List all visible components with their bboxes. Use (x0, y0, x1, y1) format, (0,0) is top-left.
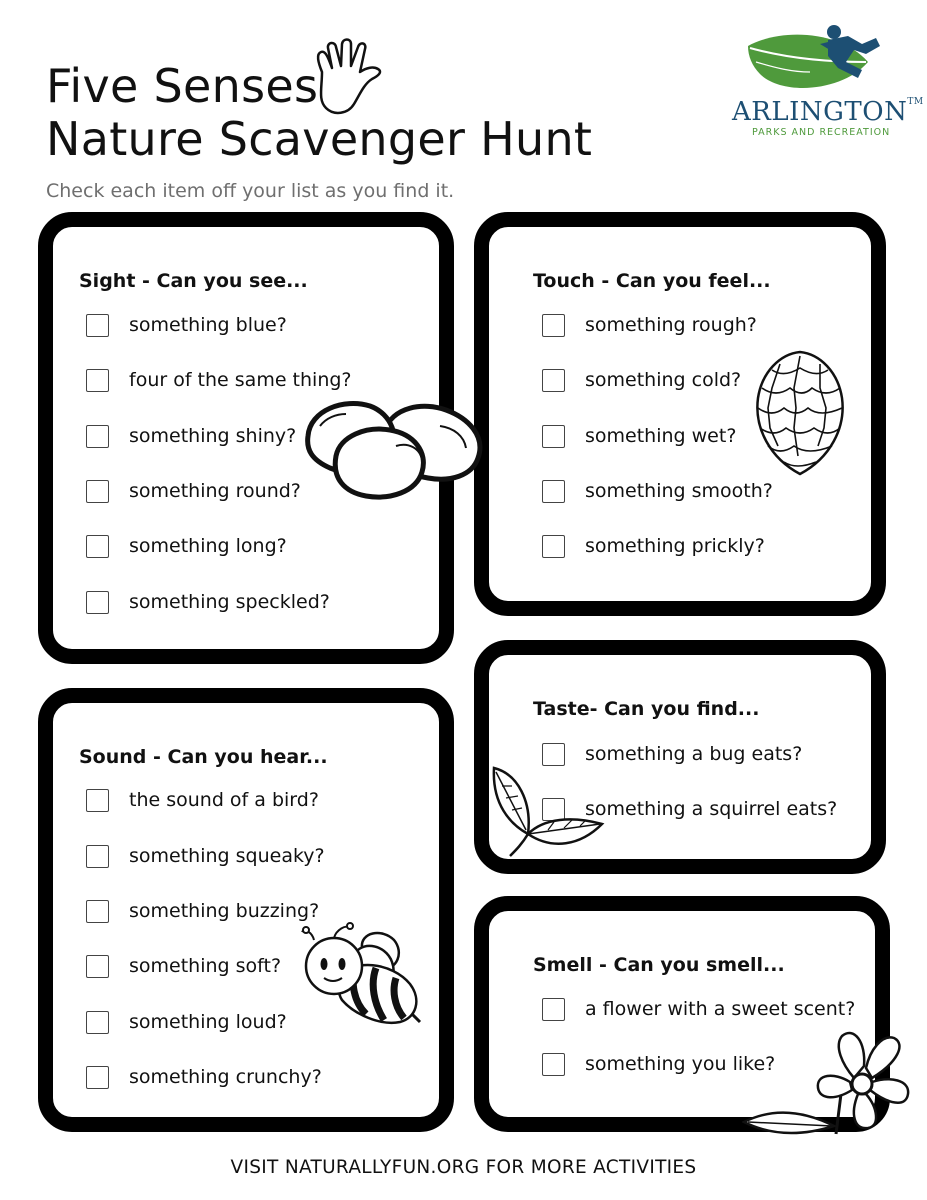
pinecone-icon (750, 346, 850, 480)
item-label: the sound of a bird? (129, 789, 319, 811)
leaf-icon (488, 764, 608, 860)
checklist-item (86, 366, 352, 394)
item-label: something cold? (585, 369, 742, 391)
checklist-item (542, 311, 757, 339)
checklist-item (542, 532, 765, 560)
checkbox[interactable] (542, 314, 565, 337)
item-label: something soft? (129, 955, 282, 977)
checklist-item (86, 422, 296, 450)
checkbox[interactable] (86, 789, 109, 812)
checklist-item (542, 422, 736, 450)
checkbox[interactable] (86, 425, 109, 448)
checkbox[interactable] (542, 480, 565, 503)
checklist-item (86, 1008, 287, 1036)
item-label: something loud? (129, 1011, 287, 1033)
checkbox[interactable] (86, 845, 109, 868)
item-label: something you like? (585, 1053, 776, 1075)
checklist-item (86, 588, 330, 616)
checkbox[interactable] (542, 535, 565, 558)
checklist-item (86, 532, 287, 560)
sight-heading: Sight - Can you see... (79, 270, 308, 292)
checkbox[interactable] (542, 998, 565, 1021)
footer-text: VISIT NATURALLYFUN.ORG FOR MORE ACTIVITIES (230, 1157, 697, 1178)
item-label: four of the same thing? (129, 369, 352, 391)
rocks-icon (300, 396, 486, 502)
title-line-1: Five Senses (46, 59, 319, 113)
item-label: something blue? (129, 314, 287, 336)
checklist-item (86, 477, 301, 505)
item-label: something crunchy? (129, 1066, 322, 1088)
checkbox[interactable] (86, 369, 109, 392)
item-label: something wet? (585, 425, 737, 447)
checklist-item (542, 477, 773, 505)
title-line-2: Nature Scavenger Hunt (46, 112, 593, 166)
checkbox[interactable] (86, 314, 109, 337)
logo-trademark: TM (907, 97, 924, 107)
checklist-item (86, 952, 281, 980)
item-label: something rough? (585, 314, 757, 336)
checkbox[interactable] (86, 955, 109, 978)
checkbox[interactable] (542, 743, 565, 766)
checkbox[interactable] (86, 1066, 109, 1089)
sound-heading: Sound - Can you hear... (79, 746, 328, 768)
sound-card (38, 688, 454, 1132)
item-label: something prickly? (585, 535, 765, 557)
item-label: something shiny? (129, 425, 297, 447)
item-label: something squeaky? (129, 845, 325, 867)
checkbox[interactable] (86, 535, 109, 558)
item-label: something a squirrel eats? (585, 798, 838, 820)
checkbox[interactable] (542, 425, 565, 448)
bee-icon (300, 918, 424, 1032)
item-label: a flower with a sweet scent? (585, 998, 856, 1020)
checkbox[interactable] (542, 369, 565, 392)
item-label: something buzzing? (129, 900, 320, 922)
item-label: something a bug eats? (585, 743, 803, 765)
checklist-item (542, 1050, 775, 1078)
checklist-item (86, 842, 325, 870)
checklist-item (86, 897, 319, 925)
item-label: something speckled? (129, 591, 330, 613)
logo-name: ARLINGTON™ (732, 97, 924, 127)
checkbox[interactable] (86, 591, 109, 614)
checklist-item (86, 1063, 322, 1091)
checklist-item (86, 786, 319, 814)
touch-heading: Touch - Can you feel... (533, 270, 771, 292)
item-label: something round? (129, 480, 301, 502)
item-label: something long? (129, 535, 287, 557)
logo-tagline: PARKS AND RECREATION (752, 127, 891, 138)
hand-icon (308, 38, 394, 118)
instructions-text: Check each item off your list as you find it. (46, 180, 455, 202)
checkbox[interactable] (86, 480, 109, 503)
checklist-item (86, 311, 287, 339)
taste-heading: Taste- Can you find... (533, 698, 760, 720)
checkbox[interactable] (86, 900, 109, 923)
checklist-item (542, 366, 741, 394)
checkbox[interactable] (542, 1053, 565, 1076)
checkbox[interactable] (86, 1011, 109, 1034)
checklist-item (542, 995, 855, 1023)
smell-heading: Smell - Can you smell... (533, 954, 785, 976)
item-label: something smooth? (585, 480, 773, 502)
flower-icon (742, 1028, 912, 1140)
